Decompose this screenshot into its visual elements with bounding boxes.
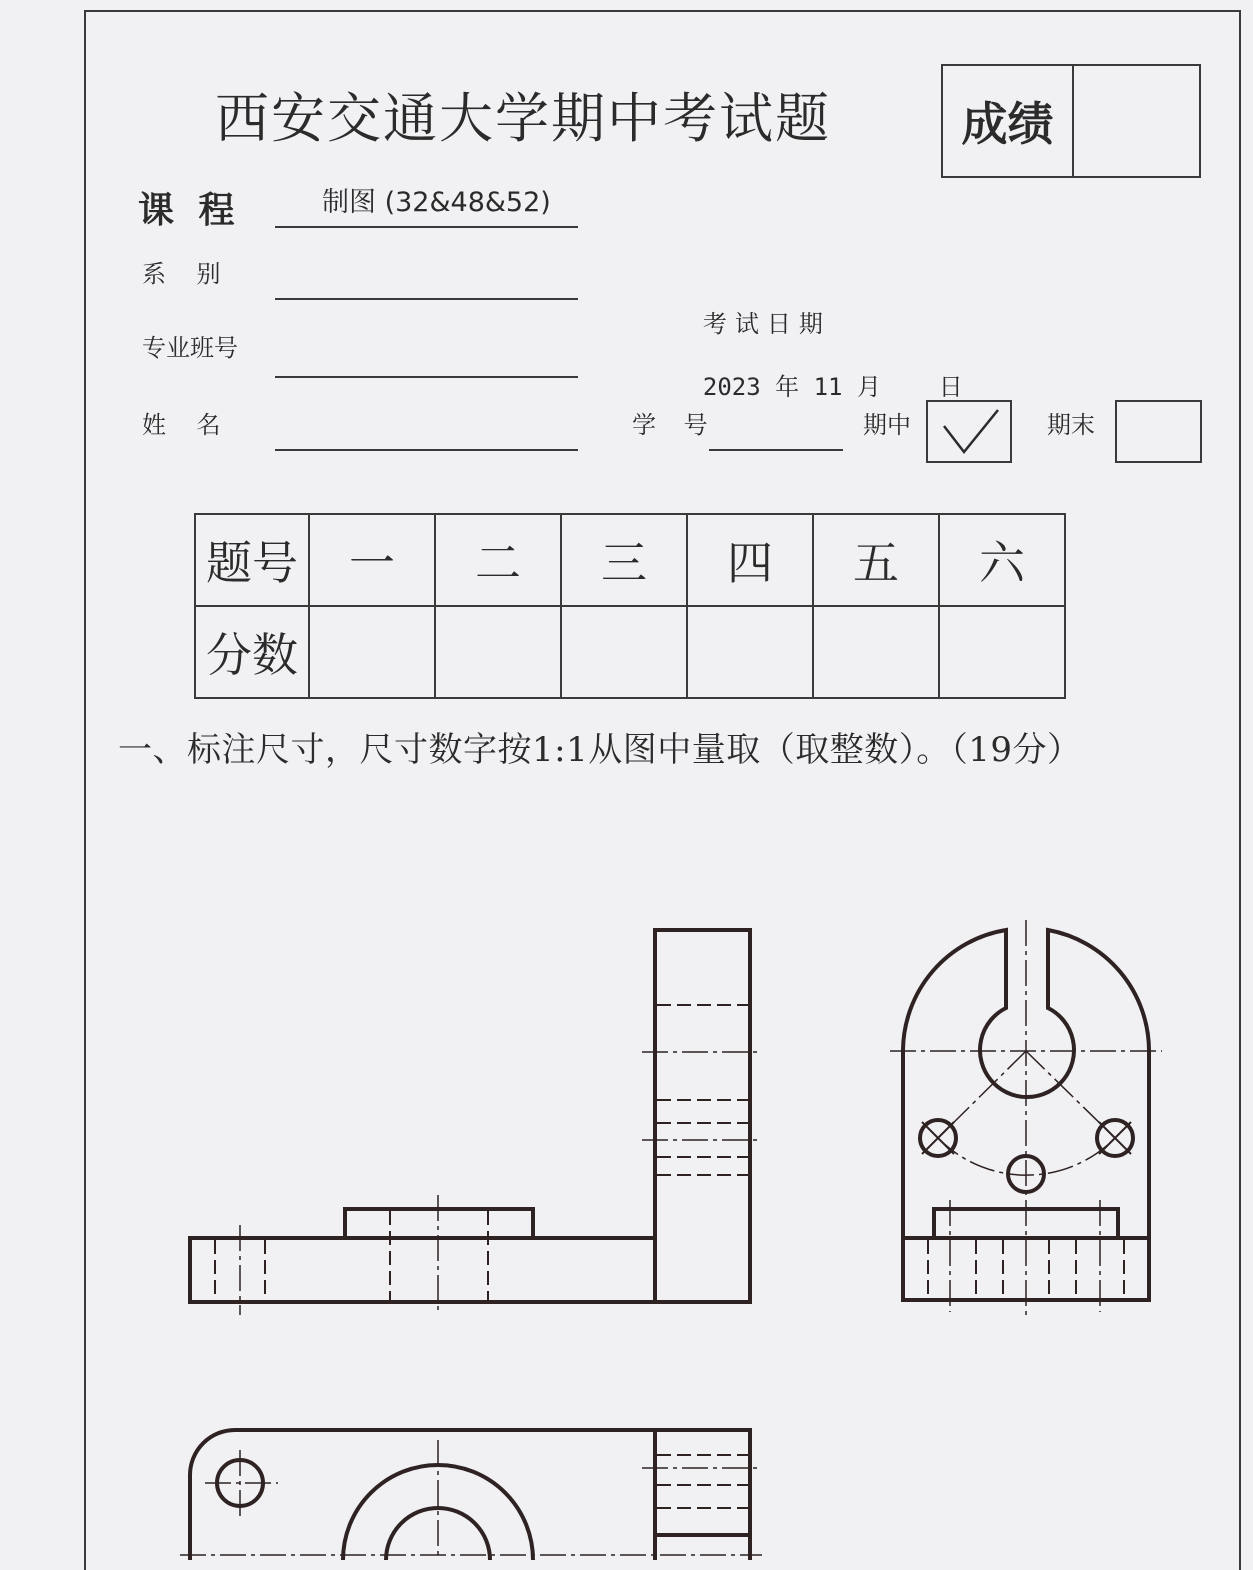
exam-date-label: 考试日期 (702, 310, 831, 338)
name-label: 姓 名 (142, 411, 221, 439)
front-view (190, 930, 750, 1302)
course-value: 制图 (32&48&52) (322, 187, 551, 218)
grade-label: 成绩 (943, 66, 1074, 176)
question-1-text: 一、标注尺寸，尺寸数字按1:1从图中量取（取整数）。（19分） (118, 730, 1082, 770)
question-number-header: 题号 (195, 514, 309, 606)
question-cell: 三 (561, 514, 687, 606)
student-id-label: 学 号 (632, 411, 718, 439)
front-view-hidden-lines (215, 1005, 748, 1300)
question-cell: 一 (309, 514, 435, 606)
top-view-hidden-lines (657, 1455, 748, 1508)
front-view-center-lines (240, 1052, 762, 1315)
midterm-label: 期中 (863, 411, 911, 439)
score-header: 分数 (195, 606, 309, 698)
major-class-label: 专业班号 (142, 334, 238, 362)
top-view-center-lines (180, 1440, 762, 1560)
department-label: 系 别 (142, 260, 221, 288)
side-view-center-lines (890, 920, 1162, 1315)
final-label: 期末 (1047, 411, 1095, 439)
exam-title: 西安交通大学期中考试题 (215, 87, 831, 150)
question-cell: 四 (687, 514, 813, 606)
question-cell: 六 (939, 514, 1065, 606)
question-cell: 五 (813, 514, 939, 606)
exam-date-value: 2023 年 11 月 日 (702, 373, 963, 401)
question-cell: 二 (435, 514, 561, 606)
top-view (190, 1430, 750, 1560)
course-label: 课 程 (138, 190, 241, 231)
